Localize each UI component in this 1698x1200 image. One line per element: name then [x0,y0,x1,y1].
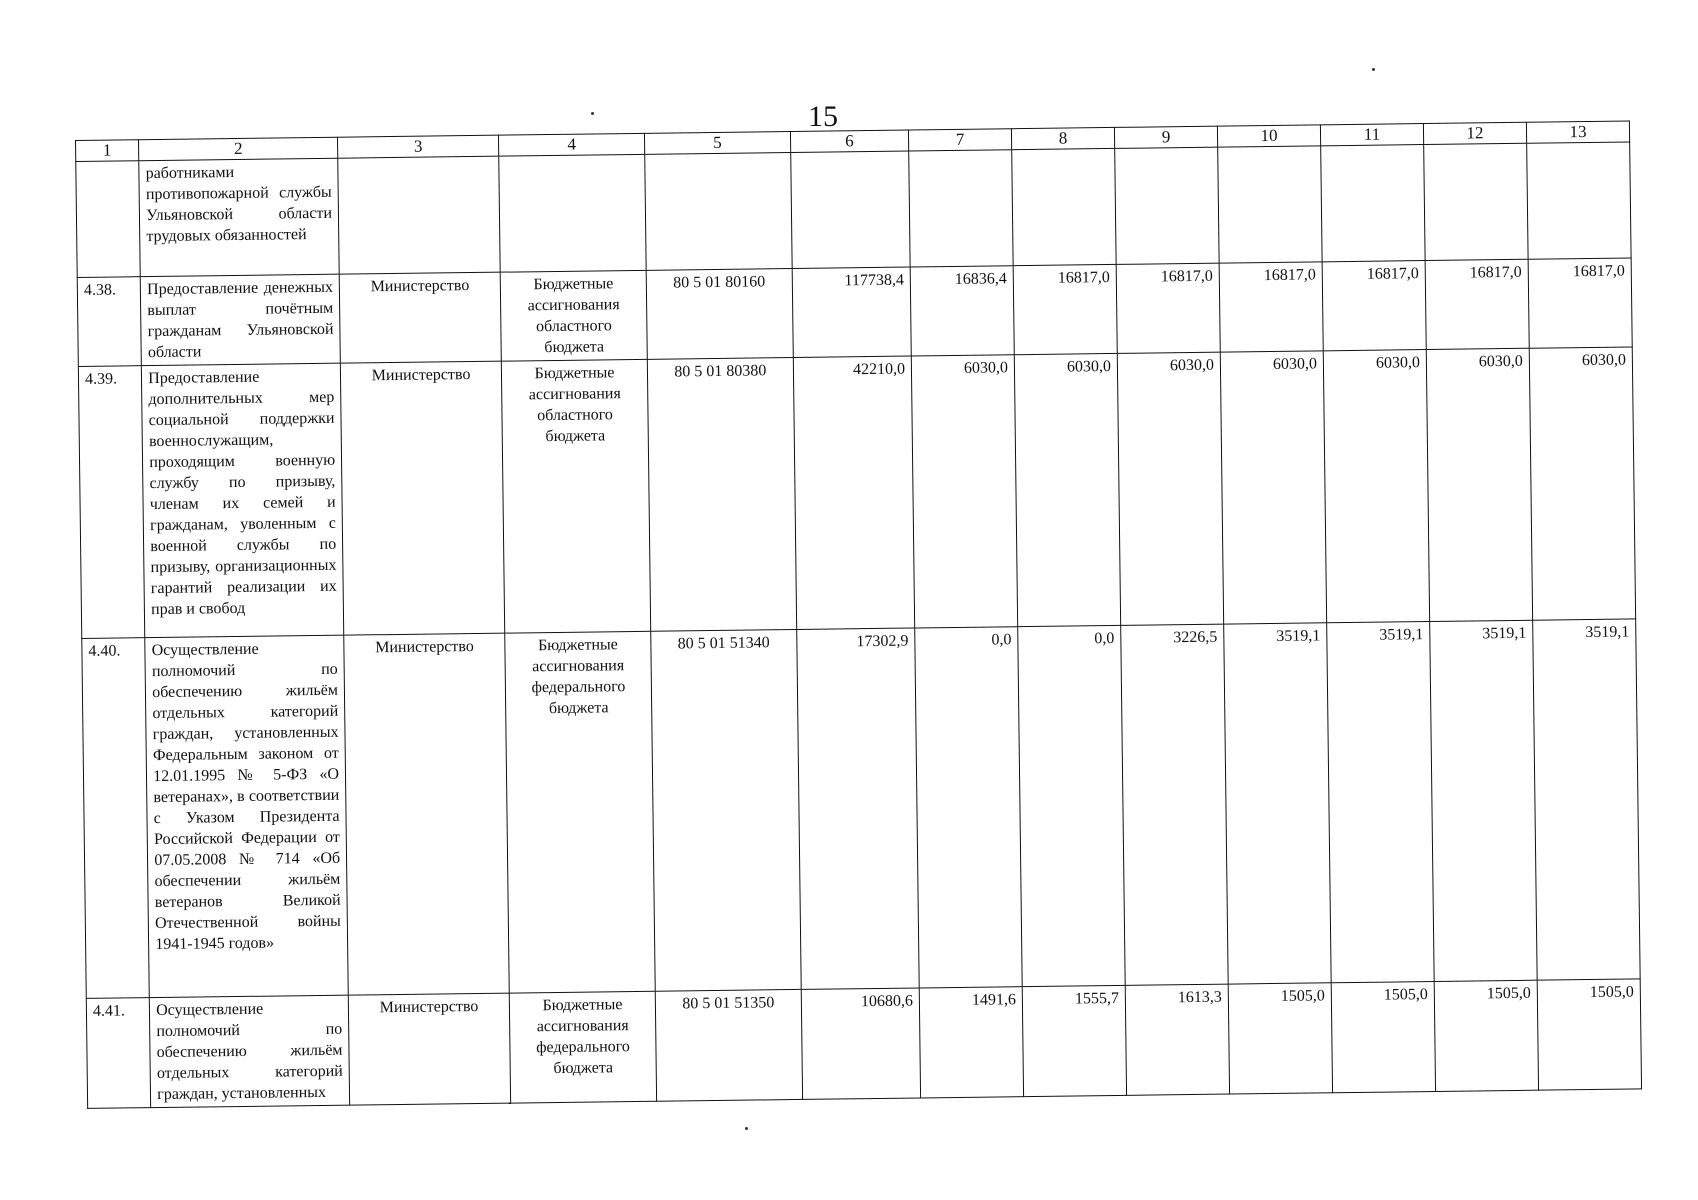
amount-cell: 6030,0 [1426,348,1532,621]
item-description: Осуществление полномочий по обеспечению жильём отдельных категорий граждан, установленных Федеральным законом от 12.01.1995 № 5-ФЗ «О ветеранах», в соответствии с Указом Президента Российской Федерации от 07.05.2008 № 714 «Об обеспечении жильём ветеранов Великой Отечественной войны 1941-1945 годов» [145,635,348,997]
page-number: 15 [808,100,838,133]
amount-cell: 16817,0 [1425,259,1529,349]
item-number: 4.38. [77,277,141,367]
executor-cell [338,156,501,274]
column-header: 11 [1320,124,1423,146]
funding-source-cell: Бюджетные ассигнования областного бюджета [501,359,650,633]
amount-cell: 1491,6 [919,987,1023,1098]
amount-cell: 16817,0 [1219,262,1323,352]
item-number: 4.40. [82,638,150,999]
budget-code-cell: 80 5 01 51350 [655,989,802,1101]
amount-cell: 3226,5 [1121,624,1229,985]
item-description: Предоставление дополнительных мер социальной поддержки военнослужащим, проходящим военную службу по призыву, членам их семей и гражданам, уволенным с военной службы по призыву, организационных гарантий реализации их прав и свобод [142,363,344,637]
amount-cell: 6030,0 [1117,352,1223,625]
executor-cell: Министерство [339,272,501,363]
amount-cell: 16817,0 [1116,263,1220,353]
amount-cell [1527,142,1631,259]
scan-speck [591,112,594,115]
amount-cell: 1505,0 [1434,980,1538,1091]
amount-cell [790,151,910,268]
budget-code-cell [645,153,792,271]
amount-cell: 16836,4 [910,266,1014,356]
scan-speck [745,1127,748,1130]
budget-code-cell: 80 5 01 51340 [651,629,801,991]
column-header: 4 [499,133,645,156]
amount-cell [1321,145,1425,262]
amount-cell: 6030,0 [1529,347,1635,620]
executor-cell: Министерство [348,993,510,1105]
amount-cell: 117738,4 [792,267,911,357]
column-header: 6 [790,130,909,152]
column-header: 3 [338,135,499,158]
budget-code-cell: 80 5 01 80160 [646,269,793,360]
amount-cell: 1505,0 [1331,981,1435,1092]
amount-cell [909,150,1013,267]
funding-source-cell [499,154,646,272]
budget-table [75,120,1642,1108]
item-number: 4.41. [86,998,151,1109]
amount-cell [1115,147,1219,264]
table-row [86,979,1641,1109]
budget-code-cell: 80 5 01 80380 [647,357,796,631]
item-number [76,161,141,278]
table-row [78,347,1635,639]
column-header: 12 [1423,122,1526,144]
table-row [76,142,1631,278]
item-number: 4.39. [78,366,145,639]
amount-cell: 3519,1 [1533,619,1641,980]
amount-cell: 3519,1 [1327,622,1435,983]
table-row [82,619,1640,998]
column-header: 7 [909,129,1012,151]
executor-cell: Министерство [344,633,510,995]
amount-cell: 1555,7 [1022,985,1126,1096]
column-header: 10 [1217,125,1320,147]
item-description: Осуществление полномочий по обеспечению жильём отдельных категорий граждан, установленных [150,995,350,1107]
amount-cell: 3519,1 [1224,623,1332,984]
amount-cell: 16817,0 [1013,264,1117,354]
amount-cell [1424,143,1528,260]
amount-cell: 6030,0 [1014,353,1120,626]
funding-source-cell: Бюджетные ассигнования федерального бюджета [509,991,656,1103]
executor-cell: Министерство [340,361,505,635]
item-description: работниками противопожарной службы Ульяновской области трудовых обязанностей [139,158,339,276]
amount-cell: 0,0 [1018,625,1125,986]
amount-cell: 16817,0 [1528,258,1632,348]
item-description: Предоставление денежных выплат почётным гражданам Ульяновской области [140,274,340,365]
column-header: 13 [1526,121,1629,143]
amount-cell: 0,0 [915,627,1023,988]
amount-cell: 3519,1 [1430,620,1538,981]
scan-speck [1372,68,1375,71]
column-header: 8 [1011,127,1114,149]
column-header: 1 [76,140,139,162]
amount-cell: 17302,9 [796,628,919,989]
funding-source-cell: Бюджетные ассигнования областного бюджета [500,270,647,361]
amount-cell: 1505,0 [1228,983,1332,1094]
amount-cell [1012,148,1116,265]
amount-cell [1218,146,1322,263]
column-header: 9 [1114,126,1217,148]
amount-cell: 10680,6 [801,988,921,1099]
amount-cell: 1505,0 [1537,979,1641,1090]
amount-cell: 16817,0 [1322,261,1426,351]
column-header: 2 [139,137,338,160]
column-header: 5 [644,132,790,155]
amount-cell: 42210,0 [793,356,915,629]
amount-cell: 1613,3 [1125,984,1229,1095]
budget-table-sheet [75,120,1642,1108]
amount-cell: 6030,0 [1220,351,1326,624]
funding-source-cell: Бюджетные ассигнования федерального бюджета [505,631,655,993]
amount-cell: 6030,0 [1323,350,1429,623]
amount-cell: 6030,0 [911,355,1017,628]
